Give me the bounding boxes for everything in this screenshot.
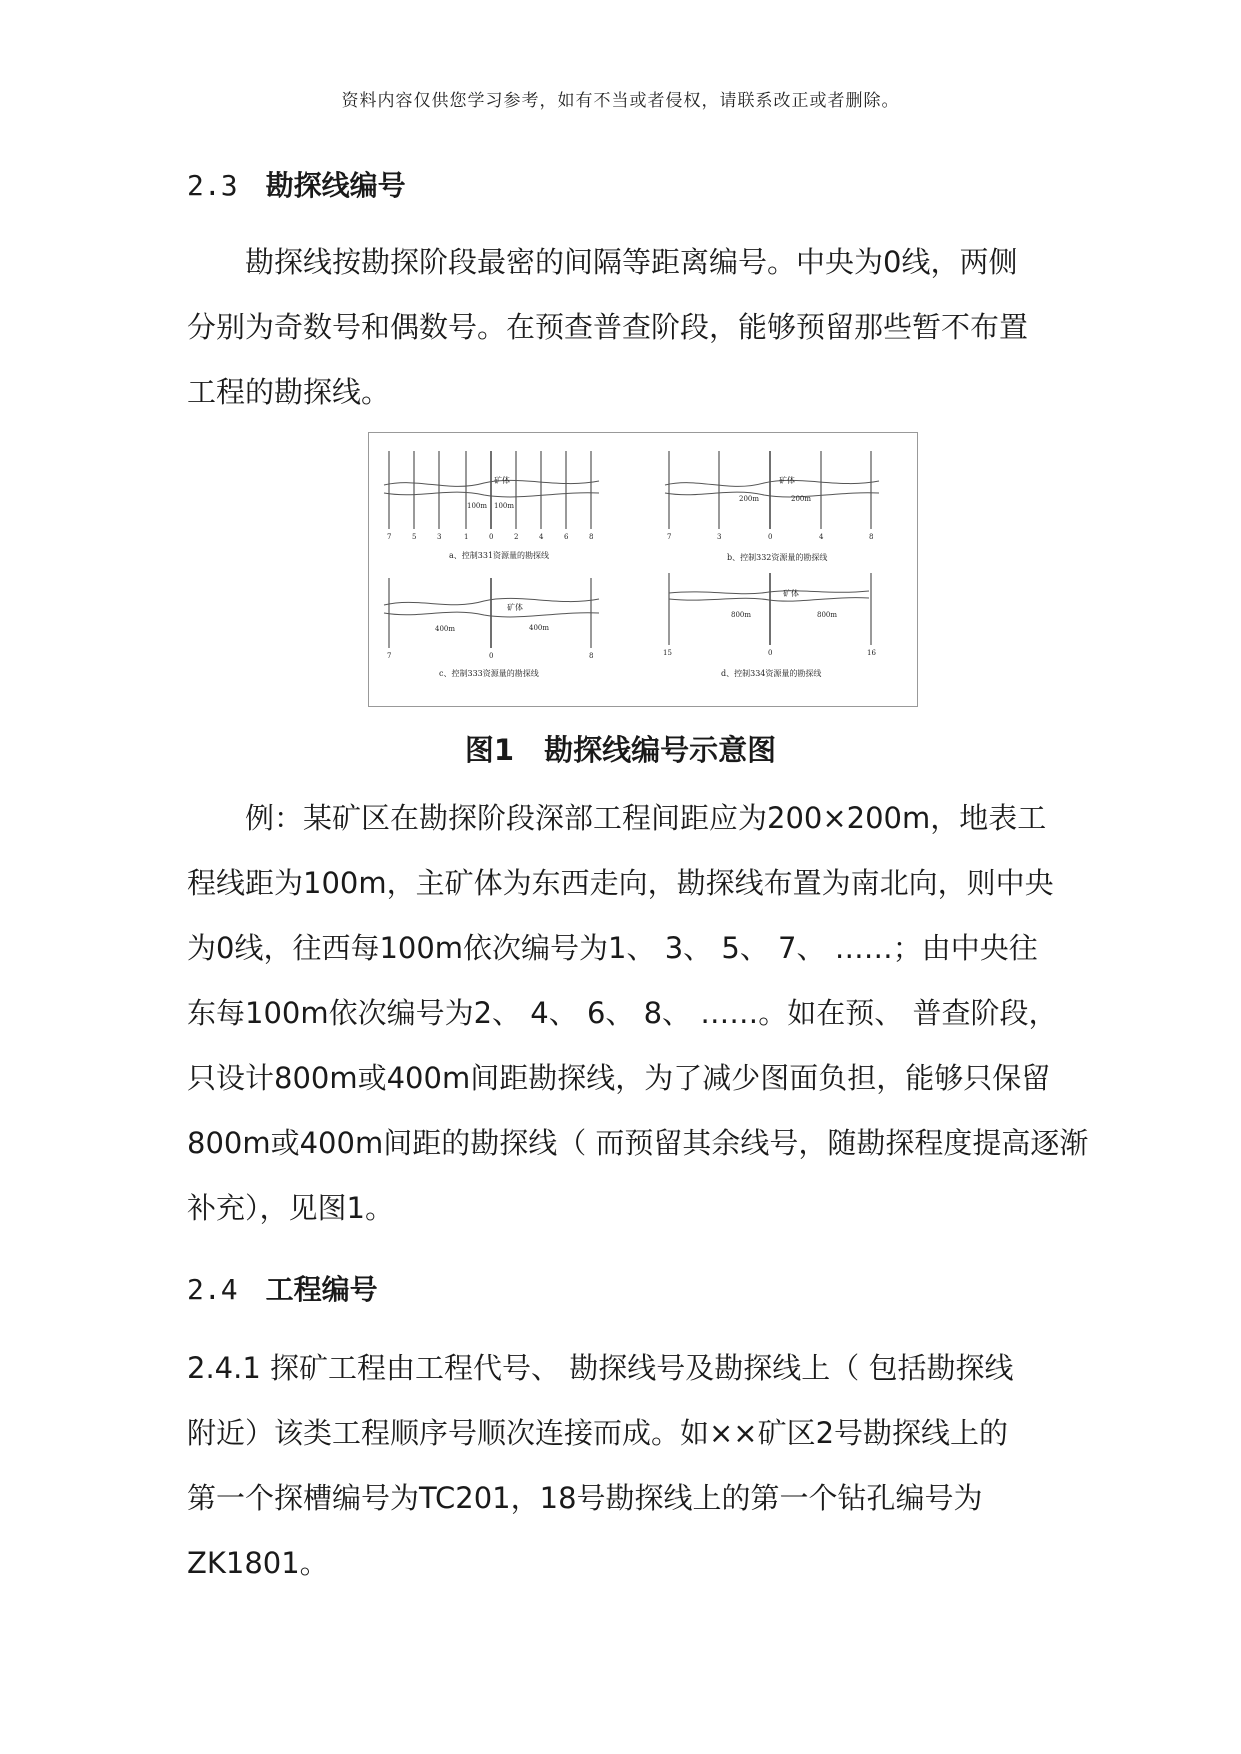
section-number: 2.3 — [187, 169, 238, 202]
spacing-label: 200m — [739, 495, 759, 503]
section-2-3-paragraph — [187, 230, 1067, 425]
paragraph-line: 补充），见图1。 — [187, 1191, 394, 1225]
paragraph-line: 程线距为100m，主矿体为东西走向，勘探线布置为南北向，则中央 — [187, 866, 1054, 900]
spacing-label: 400m — [529, 624, 549, 632]
panel-caption: b、控制332资源量的勘探线 — [727, 553, 828, 562]
spacing-label: 800m — [817, 611, 837, 619]
paragraph-line: 勘探线按勘探阶段最密的间隔等距离编号。中央为0线，两侧 — [245, 245, 1018, 279]
line-number: 7 — [387, 652, 392, 660]
line-number: 16 — [867, 649, 876, 657]
panel-caption: d、控制334资源量的勘探线 — [721, 669, 822, 678]
line-number: 0 — [489, 533, 494, 541]
line-number: 8 — [589, 533, 594, 541]
spacing-label: 800m — [731, 611, 751, 619]
panel-c — [384, 578, 599, 678]
line-number: 3 — [717, 533, 722, 541]
section-number: 2.4 — [187, 1273, 238, 1306]
paragraph-line: 工程的勘探线。 — [187, 375, 391, 409]
section-heading-2-3 — [187, 164, 406, 204]
paragraph-line: 为0线，往西每100m依次编号为1、 3、 5、 7、 ……；由中央往 — [187, 931, 1038, 965]
panel-caption: a、控制331资源量的勘探线 — [449, 551, 550, 560]
line-number: 8 — [589, 652, 594, 660]
line-number: 4 — [819, 533, 824, 541]
panel-a — [384, 451, 599, 560]
line-number: 5 — [412, 533, 417, 541]
spacing-label: 400m — [435, 625, 455, 633]
ore-body-boundary — [665, 480, 879, 486]
figure-caption-prefix: 图1 — [464, 733, 515, 767]
panel-d — [663, 573, 876, 678]
line-number: 3 — [437, 533, 442, 541]
paragraph-line: 第一个探槽编号为TC201，18号勘探线上的第一个钻孔编号为 — [187, 1481, 983, 1515]
line-number: 7 — [667, 533, 672, 541]
spacing-label: 100m — [494, 502, 514, 510]
ore-label: 矿体 — [494, 476, 510, 485]
spacing-label: 100m — [467, 502, 487, 510]
figure-caption — [0, 728, 1241, 769]
paragraph-line: 2.4.1 探矿工程由工程代号、 勘探线号及勘探线上（ 包括勘探线 — [187, 1351, 1014, 1385]
line-number: 0 — [768, 533, 773, 541]
line-number: 7 — [387, 533, 392, 541]
paragraph-line: 东每100m依次编号为2、 4、 6、 8、 ……。如在预、 普查阶段， — [187, 996, 1058, 1030]
paragraph-line: 附近）该类工程顺序号顺次连接而成。如××矿区2号勘探线上的 — [187, 1416, 1009, 1450]
example-paragraph — [187, 786, 1089, 1241]
line-number: 2 — [514, 533, 519, 541]
ore-body-boundary — [665, 492, 879, 497]
section-heading-2-4 — [187, 1268, 378, 1308]
header-notice: 资料内容仅供您学习参考，如有不当或者侵权，请联系改正或者删除。 — [341, 91, 900, 111]
ore-label: 矿体 — [779, 476, 795, 485]
line-number: 1 — [464, 533, 469, 541]
paragraph-line: ZK1801。 — [187, 1546, 329, 1580]
line-number: 4 — [539, 533, 544, 541]
exploration-line-figure — [368, 432, 918, 707]
paragraph-line: 例：某矿区在勘探阶段深部工程间距应为200×200m，地表工 — [245, 801, 1047, 835]
ore-label: 矿体 — [783, 589, 799, 598]
section-title: 勘探线编号 — [265, 169, 406, 202]
panel-caption: c、控制333资源量的勘探线 — [439, 669, 539, 678]
ore-body-boundary — [669, 598, 869, 601]
figure-caption-title: 勘探线编号示意图 — [544, 733, 777, 767]
panel-b — [665, 451, 879, 562]
line-number: 15 — [663, 649, 672, 657]
line-number: 0 — [768, 649, 773, 657]
section-title: 工程编号 — [265, 1273, 378, 1306]
paragraph-line: 只设计800m或400m间距勘探线，为了减少图面负担，能够只保留 — [187, 1061, 1051, 1095]
paragraph-line: 分别为奇数号和偶数号。在预查普查阶段，能够预留那些暂不布置 — [187, 310, 1029, 344]
exploration-line-diagram — [369, 433, 917, 706]
paragraph-line: 800m或400m间距的勘探线（ 而预留其余线号，随勘探程度提高逐渐 — [187, 1126, 1089, 1160]
section-2-4-paragraph — [187, 1336, 1067, 1596]
spacing-label: 200m — [791, 495, 811, 503]
ore-body-boundary — [669, 591, 869, 594]
line-number: 0 — [489, 652, 494, 660]
line-number: 8 — [869, 533, 874, 541]
line-number: 6 — [564, 533, 569, 541]
ore-label: 矿体 — [507, 603, 523, 612]
